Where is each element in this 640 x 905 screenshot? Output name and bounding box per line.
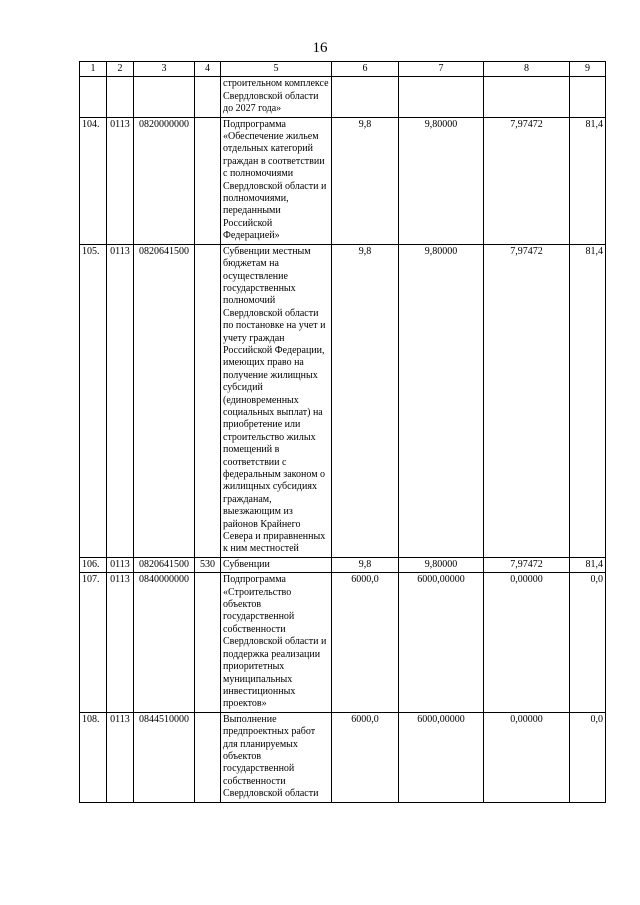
section-code: 0113	[107, 244, 134, 557]
execution-percent	[570, 77, 606, 117]
expense-type-code	[195, 117, 221, 244]
execution-percent: 81,4	[570, 557, 606, 572]
section-code	[107, 77, 134, 117]
header-cell: 7	[399, 62, 484, 77]
expense-type-code	[195, 244, 221, 557]
header-cell: 4	[195, 62, 221, 77]
expense-type-code	[195, 712, 221, 802]
target-article-code: 0840000000	[134, 573, 195, 712]
expense-type-code	[195, 573, 221, 712]
table-row	[80, 712, 606, 802]
row-number: 108.	[80, 712, 107, 802]
target-article-code: 0820000000	[134, 117, 195, 244]
target-article-code: 0820641500	[134, 244, 195, 557]
plan-amount: 9,8	[332, 557, 399, 572]
approved-amount: 9,80000	[399, 557, 484, 572]
approved-amount: 6000,00000	[399, 573, 484, 712]
executed-amount: 0,00000	[484, 573, 570, 712]
row-number	[80, 77, 107, 117]
item-name: Подпрограмма «Строительство объектов государственной собственности Свердловской области и поддержка реализации приоритетных муниципальных инвестиционных проектов»	[221, 573, 332, 712]
section-code: 0113	[107, 557, 134, 572]
execution-percent: 81,4	[570, 244, 606, 557]
header-cell: 6	[332, 62, 399, 77]
table-row	[80, 117, 606, 244]
plan-amount: 6000,0	[332, 712, 399, 802]
expense-type-code: 530	[195, 557, 221, 572]
item-name: Подпрограмма «Обеспечение жильем отдельных категорий граждан в соответствии с полномочиями Свердловской области и полномочиями, переданными Российской Федерацией»	[221, 117, 332, 244]
approved-amount: 9,80000	[399, 117, 484, 244]
plan-amount: 9,8	[332, 117, 399, 244]
plan-amount	[332, 77, 399, 117]
table-row	[80, 557, 606, 572]
execution-percent: 0,0	[570, 712, 606, 802]
row-number: 107.	[80, 573, 107, 712]
section-code: 0113	[107, 712, 134, 802]
execution-percent: 81,4	[570, 117, 606, 244]
table-row	[80, 244, 606, 557]
item-name: Субвенции	[221, 557, 332, 572]
budget-table	[79, 61, 606, 803]
plan-amount: 6000,0	[332, 573, 399, 712]
plan-amount: 9,8	[332, 244, 399, 557]
header-cell: 3	[134, 62, 195, 77]
header-cell: 1	[80, 62, 107, 77]
execution-percent: 0,0	[570, 573, 606, 712]
page-number: 16	[312, 40, 328, 56]
table-row	[80, 77, 606, 117]
section-code: 0113	[107, 573, 134, 712]
executed-amount: 0,00000	[484, 712, 570, 802]
item-name: Выполнение предпроектных работ для планируемых объектов государственной собственности Свердловской области	[221, 712, 332, 802]
table-header-row	[80, 62, 606, 77]
header-cell: 5	[221, 62, 332, 77]
target-article-code	[134, 77, 195, 117]
row-number: 105.	[80, 244, 107, 557]
approved-amount	[399, 77, 484, 117]
approved-amount: 6000,00000	[399, 712, 484, 802]
target-article-code: 0820641500	[134, 557, 195, 572]
executed-amount: 7,97472	[484, 244, 570, 557]
approved-amount: 9,80000	[399, 244, 484, 557]
expense-type-code	[195, 77, 221, 117]
header-cell: 8	[484, 62, 570, 77]
item-name: Субвенции местным бюджетам на осуществление государственных полномочий Свердловской области по постановке на учет и учету граждан Российской Федерации, имеющих право на получение жилищных субсидий (единовременных социальных выплат) на приобретение или строительство жилых помещений в соответствии с федеральным законом о жилищных субсидиях гражданам, выезжающим из районов Крайнего Севера и приравненных к ним местностей	[221, 244, 332, 557]
executed-amount	[484, 77, 570, 117]
header-cell: 2	[107, 62, 134, 77]
row-number: 106.	[80, 557, 107, 572]
executed-amount: 7,97472	[484, 117, 570, 244]
target-article-code: 0844510000	[134, 712, 195, 802]
table-row	[80, 573, 606, 712]
row-number: 104.	[80, 117, 107, 244]
section-code: 0113	[107, 117, 134, 244]
item-name: строительном комплексе Свердловской области до 2027 года»	[221, 77, 332, 117]
header-cell: 9	[570, 62, 606, 77]
executed-amount: 7,97472	[484, 557, 570, 572]
